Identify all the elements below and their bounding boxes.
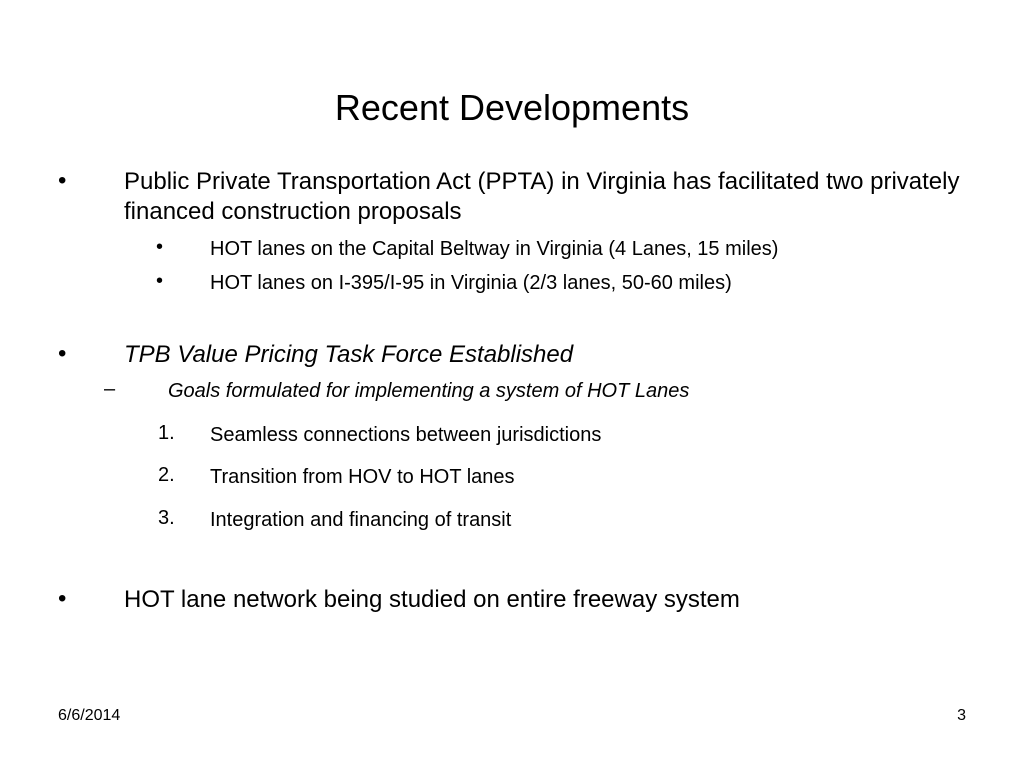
sub-bullet-text-i395: HOT lanes on I-395/I-95 in Virginia (2/3 lanes, 50-60 miles) bbox=[210, 272, 732, 294]
bullet-text-task-force: TPB Value Pricing Task Force Established bbox=[124, 341, 574, 368]
sub-bullet-text-capital-beltway: HOT lanes on the Capital Beltway in Virginia (4 Lanes, 15 miles) bbox=[210, 238, 779, 260]
footer-page-number: 3 bbox=[957, 707, 966, 724]
numbered-text-seamless: Seamless connections between jurisdictions bbox=[210, 424, 602, 446]
sub-bullet-marker: • bbox=[156, 236, 164, 258]
bullet-text-hot-network: HOT lane network being studied on entire freeway system bbox=[124, 586, 740, 613]
bullet-marker: • bbox=[58, 585, 67, 612]
numbered-marker: 1. bbox=[158, 422, 175, 444]
footer-date: 6/6/2014 bbox=[58, 707, 121, 724]
sub-bullet-marker: • bbox=[156, 270, 164, 292]
numbered-marker: 3. bbox=[158, 507, 175, 529]
numbered-text-transition: Transition from HOV to HOT lanes bbox=[210, 466, 515, 488]
numbered-marker: 2. bbox=[158, 464, 175, 486]
bullet-marker: • bbox=[58, 340, 67, 367]
numbered-text-integration: Integration and financing of transit bbox=[210, 509, 512, 531]
bullet-text-ppta: Public Private Transportation Act (PPTA) in Virginia has facilitated two privately financed construction proposals bbox=[124, 168, 960, 225]
dash-marker: – bbox=[104, 378, 116, 400]
slide-title: Recent Developments bbox=[334, 87, 690, 128]
dash-text-goals: Goals formulated for implementing a system of HOT Lanes bbox=[168, 380, 690, 402]
bullet-marker: • bbox=[58, 167, 67, 194]
